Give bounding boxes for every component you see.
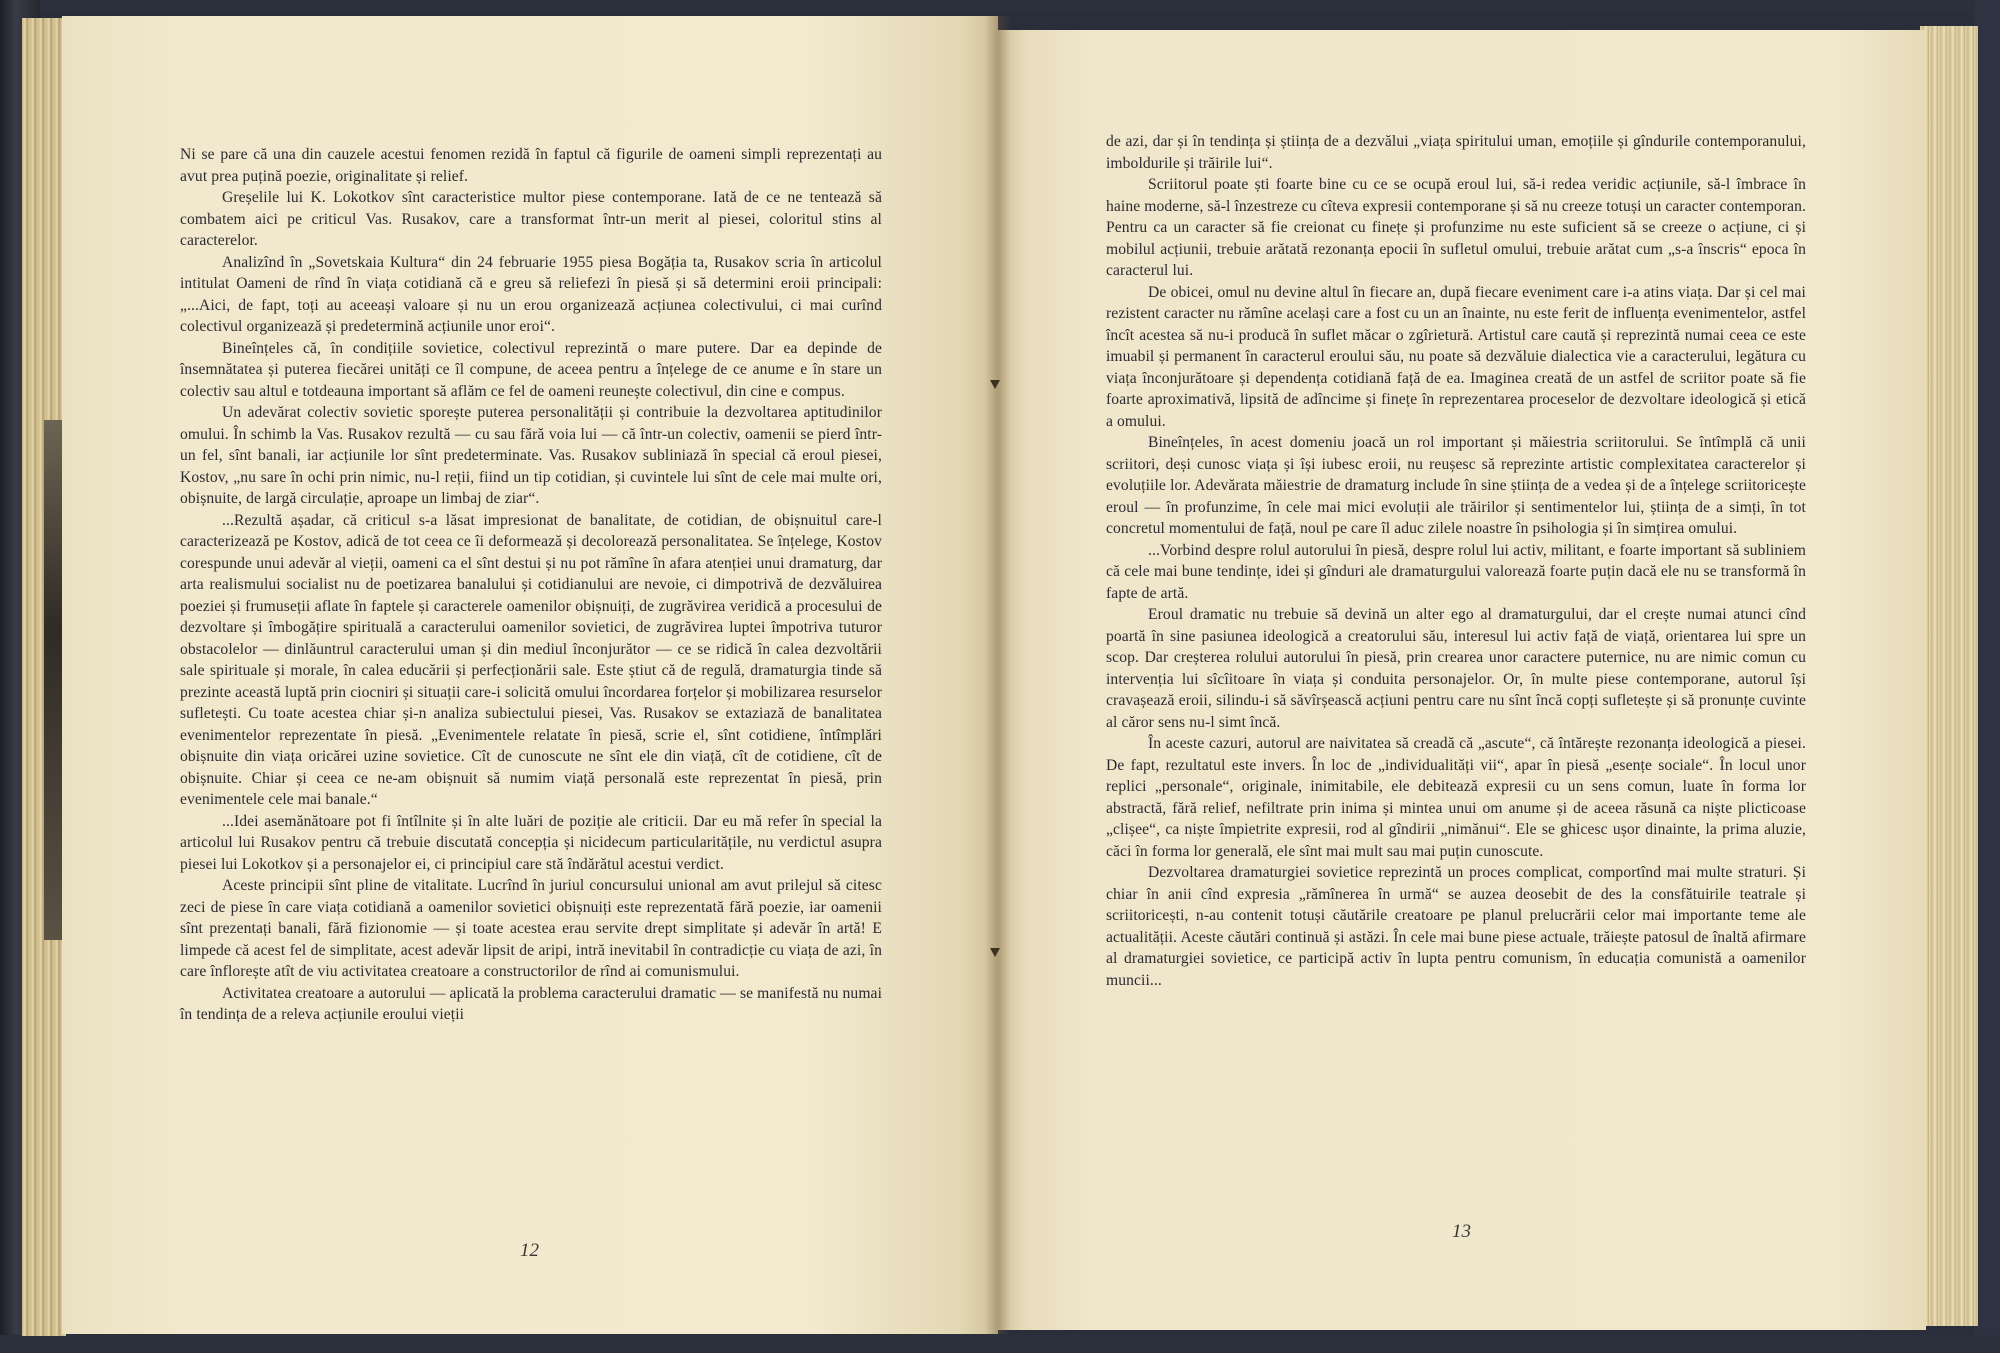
book-cover-top xyxy=(0,0,2000,14)
book-cover-right xyxy=(1975,0,2000,1353)
paragraph: Analizînd în „Sovetskaia Kultura“ din 24 februarie 1955 piesa Bogăția ta, Rusakov scria în articolul intitulat Oameni de rînd în viața cotidiană că e greu să reliefezi în piesă și să determini eroii principali: „...Aici, de fapt, toți au aceeași valoare și nu un erou organizează acțiunea colectivului, ci mai curînd colectivul organizează și predetermină acțiunile unor eroi“. xyxy=(180,253,882,335)
paragraph: Greșelile lui K. Lokotkov sînt caracteristice multor piese contemporane. Iată de ce ne tentează să combatem aici pe criticul Vas. Rusakov, care a transformat într-un merit al piesei, coloritul stins al caracterelor. xyxy=(180,189,882,249)
paragraph: Aceste principii sînt pline de vitalitate. Lucrînd în juriul concursului unional am avut prilejul să citesc zeci de piese în care viața cotidiană a oamenilor sovietici obișnuiți este reprezentată fără poezie, iar oamenii sînt prezentați banali, fără fizionomie — și toate acestea erau servite drept simplitate și adevăr în artă! E limpede că acest fel de simplitate, acest adevăr lipsit de aripi, intră inevitabil în contradicție cu viața de azi, în care înflorește atît de viu activitatea creatoare a constructorilor de rînd ai comunismului. xyxy=(180,877,882,980)
paragraph: De obicei, omul nu devine altul în fiecare an, după fiecare eveniment care i-a atins viața. Dar și cel mai rezistent caracter nu rămîne același care a fost cu un an înainte, nu este ferit de influența evenimentelor, astfel încît acestea să nu-i producă în suflet măcar o zgîrietură. Artistul care caută și reprezintă numai ceea ce este imuabil și permanent în caracterul eroului său, nu poate să dezvăluie dialectica vie a caracterului, legătura cu viața înconjurătoare și dependența cotidiană față de ea. Imaginea creată de un astfel de scriitor poate să fie foarte aproximativă, lipsită de adîncime și finețe în reprezentarea proceselor de dezvoltare ideologică și etică a omului. xyxy=(1106,283,1806,430)
paragraph: Dezvoltarea dramaturgiei sovietice reprezintă un proces complicat, comportînd mai multe straturi. Și chiar în anii cînd expresia „rămînerea în urmă“ se auzea deosebit de des la consfătuirile teatrale și scriitoricești, n-au contenit totuși căutările creatoare pe planul prelucrării celor mai importante teme ale actualității. Aceste căutări continuă și astăzi. În cele mai bune piese actuale, trăiește patosul de înaltă afirmare al dramaturgiei sovietice, ce participă activ în lupta pentru comunism, în educația comunistă a oamenilor muncii... xyxy=(1106,864,1806,989)
paragraph: Bineînțeles, în acest domeniu joacă un rol important și măiestria scriitorului. Se întîmplă că unii scriitori, deși cunosc viața și își iubesc eroii, nu reușesc să reprezinte artistic complexitatea caracterelor și evoluțiile lor. Adevărata măiestrie de dramaturg include în sine știința de a vedea și de a înțelege scriitoricește eroul — în profunzime, în cele mai mici evoluții ale trăirilor și sentimentelor lui, știința de a simți, în tot concretul momentului de față, noul pe care îl aduc zilele noastre în psihologia și în simțirea omului. xyxy=(1106,434,1806,537)
paragraph: Bineînțeles că, în condițiile sovietice, colectivul reprezintă o mare putere. Dar ea depinde de însemnătatea și puterea fiecărei unități ce îl compune, de aceea pentru a înțelege de ce anume e în stare un colectiv sau altul e totdeauna important să aflăm ce fel de oameni reunește colectivul, din cine e compus. xyxy=(180,339,882,400)
paragraph: ...Vorbind despre rolul autorului în piesă, despre rolul lui activ, militant, e foarte important să subliniem că cele mai bune tendințe, idei și gînduri ale dramaturgului valorează foarte puțin dacă ele nu se transformă în fapte de artă. xyxy=(1106,541,1806,602)
paragraph: ...Rezultă așadar, că criticul s-a lăsat impresionat de banalitate, de cotidian, de obișnuitul care-l caracterizează pe Kostov, adică de tot ceea ce îi deformează și decolorează personalitatea. Se înțelege, Kostov corespunde unui adevăr al vieții, oameni ca el sînt destui și nu pot rămîne în afara atenției unui dramaturg, dar arta realismului socialist nu de poetizarea banalului și cotidianului are nevoie, ci dimpotrivă de dezvăluirea poeziei și frumuseții aflate în faptele și caracterele oamenilor obișnuiți, de zugrăvirea veridică a procesului de dezvoltare și îmbogățire spirituală a caracterului oamenilor sovietici, de zugrăvirea luptei împotriva tuturor obstacolelor — dinlăuntrul caracterului uman și din mediul înconjurător — ce se ridică în calea dezvoltării sale spirituale și morale, în calea educării și perfecționării sale. Este știut că de regulă, dramaturgia tinde să prezinte această luptă prin ciocniri și situații care-i solicită omului încordarea forțelor și mobilizarea resurselor sufletești. Cu toate acestea chiar și-n analiza subiectului piesei, Vas. Rusakov se extaziază de banalitatea evenimentelor reprezentate în piesă. „Evenimentele relatate în piesă, scrie el, sînt cotidiene, întîmplări obișnuite din viața oricărei uzine sovietice. Cît de cunoscute ne sînt ele din viață, cît de cotidiene, cît de obișnuite. Chiar și ceea ce ne-am obișnuit să numim viață personală este reprezentat în piesă, prin evenimentele cele mai banale.“ xyxy=(180,511,882,808)
page-number-left: 12 xyxy=(520,1240,539,1261)
paragraph: În aceste cazuri, autorul are naivitatea să creadă că „ascute“, că întărește rezonanța ideologică a piesei. De fapt, rezultatul este invers. În loc de „individualități vii“, apar în piesă „esențe sociale“. În locul unor replici „personale“, originale, inimitabile, ele debitează expresii cu un sens comun, luate în forma lor abstractă, fără relief, nefiltrate prin inima și mintea unui om anume și de aceea răsună ca niște plicticoase „clișee“, ca niște împietrite expresii, rod al gîndirii „nimănui“. Ele se ghicesc ușor dinainte, la prima aluzie, căci în forma lor generală, ele sînt mai mult sau mai puțin cunoscute. xyxy=(1106,735,1806,860)
page-edges-right xyxy=(1920,26,1978,1326)
right-page-text xyxy=(1106,131,1806,991)
binding-stitch-mark xyxy=(990,948,1000,957)
paragraph: Un adevărat colectiv sovietic sporește puterea personalității și contribuie la dezvoltarea aptitudinilor omului. În schimb la Vas. Rusakov rezultă — cu sau fără voia lui — că într-un colectiv, oamenii se pierd într-un fel, sînt banali, iar acțiunile lor sînt predeterminate. Vas. Rusakov subliniază în special că eroul piesei, Kostov, „nu sare în ochi prin nimic, nu-l reții, fiind un tip cotidian, și cuvintele lui sînt de cele mai multe ori, obișnuite, de largă circulație, aproape un limbaj de ziar“. xyxy=(180,404,882,507)
book-gutter xyxy=(985,16,1011,1334)
paragraph: Activitatea creatoare a autorului — aplicată la problema caracterului dramatic — se manifestă nu numai în tendința de a releva acțiunile eroului vieții xyxy=(180,984,882,1023)
page-number-right: 13 xyxy=(1452,1221,1471,1242)
binding-stitch-mark xyxy=(990,380,1000,389)
paragraph: Eroul dramatic nu trebuie să devină un alter ego al dramaturgului, dar el crește numai atunci cînd poartă în sine pasiunea ideologică a creatorului său, interesul lui activ față de viață, orientarea lui spre un scop. Dar creșterea rolului autorului în piesă, prin crearea unor caractere puternice, nu are nimic comun cu intervenția lui sîcîitoare în viața și conduita personajelor. Or, în multe piese contemporane, autorul își cravașează eroii, silindu-i să săvîrșească acțiuni pentru care nu sînt încă copți sufletește și să pronunțe cuvinte al căror sens nu-l simt încă. xyxy=(1106,606,1806,731)
paragraph: Ni se pare că una din cauzele acestui fenomen rezidă în faptul că figurile de oameni simpli reprezentați au avut prea puțină poezie, originalitate și relief. xyxy=(180,146,882,185)
paragraph: Scriitorul poate ști foarte bine cu ce se ocupă eroul lui, să-i redea veridic acțiunile, să-l îmbrace în haine moderne, să-l înzestreze cu cîteva expresii contemporane și să nu creeze totuși un caracter contemporan. Pentru ca un caracter să fie creionat cu finețe și profunzime nu este suficient să se creeze o acțiune, ci și mobilul acțiunii, trebuie arătată rezonanța epocii în sufletul omului, trebuie arătat cum „s-a înscris“ epoca în caracterul lui. xyxy=(1106,176,1806,279)
paragraph: de azi, dar și în tendința și știința de a dezvălui „viața spiritului uman, emoțiile și gîndurile contemporanului, imboldurile și trăirile lui“. xyxy=(1106,133,1806,172)
left-page-text xyxy=(180,144,882,1026)
paragraph: ...Idei asemănătoare pot fi întîlnite și în alte luări de poziție ale criticii. Dar eu mă refer în special la articolul lui Rusakov pentru că trebuie discutată concepția și nicidecum particularitățile, nu verdictul asupra piesei lui Lokotkov și a personajelor ei, ci principiul care stă îndărătul acestui verdict. xyxy=(180,812,882,873)
book-cover-bottom xyxy=(0,1335,2000,1353)
